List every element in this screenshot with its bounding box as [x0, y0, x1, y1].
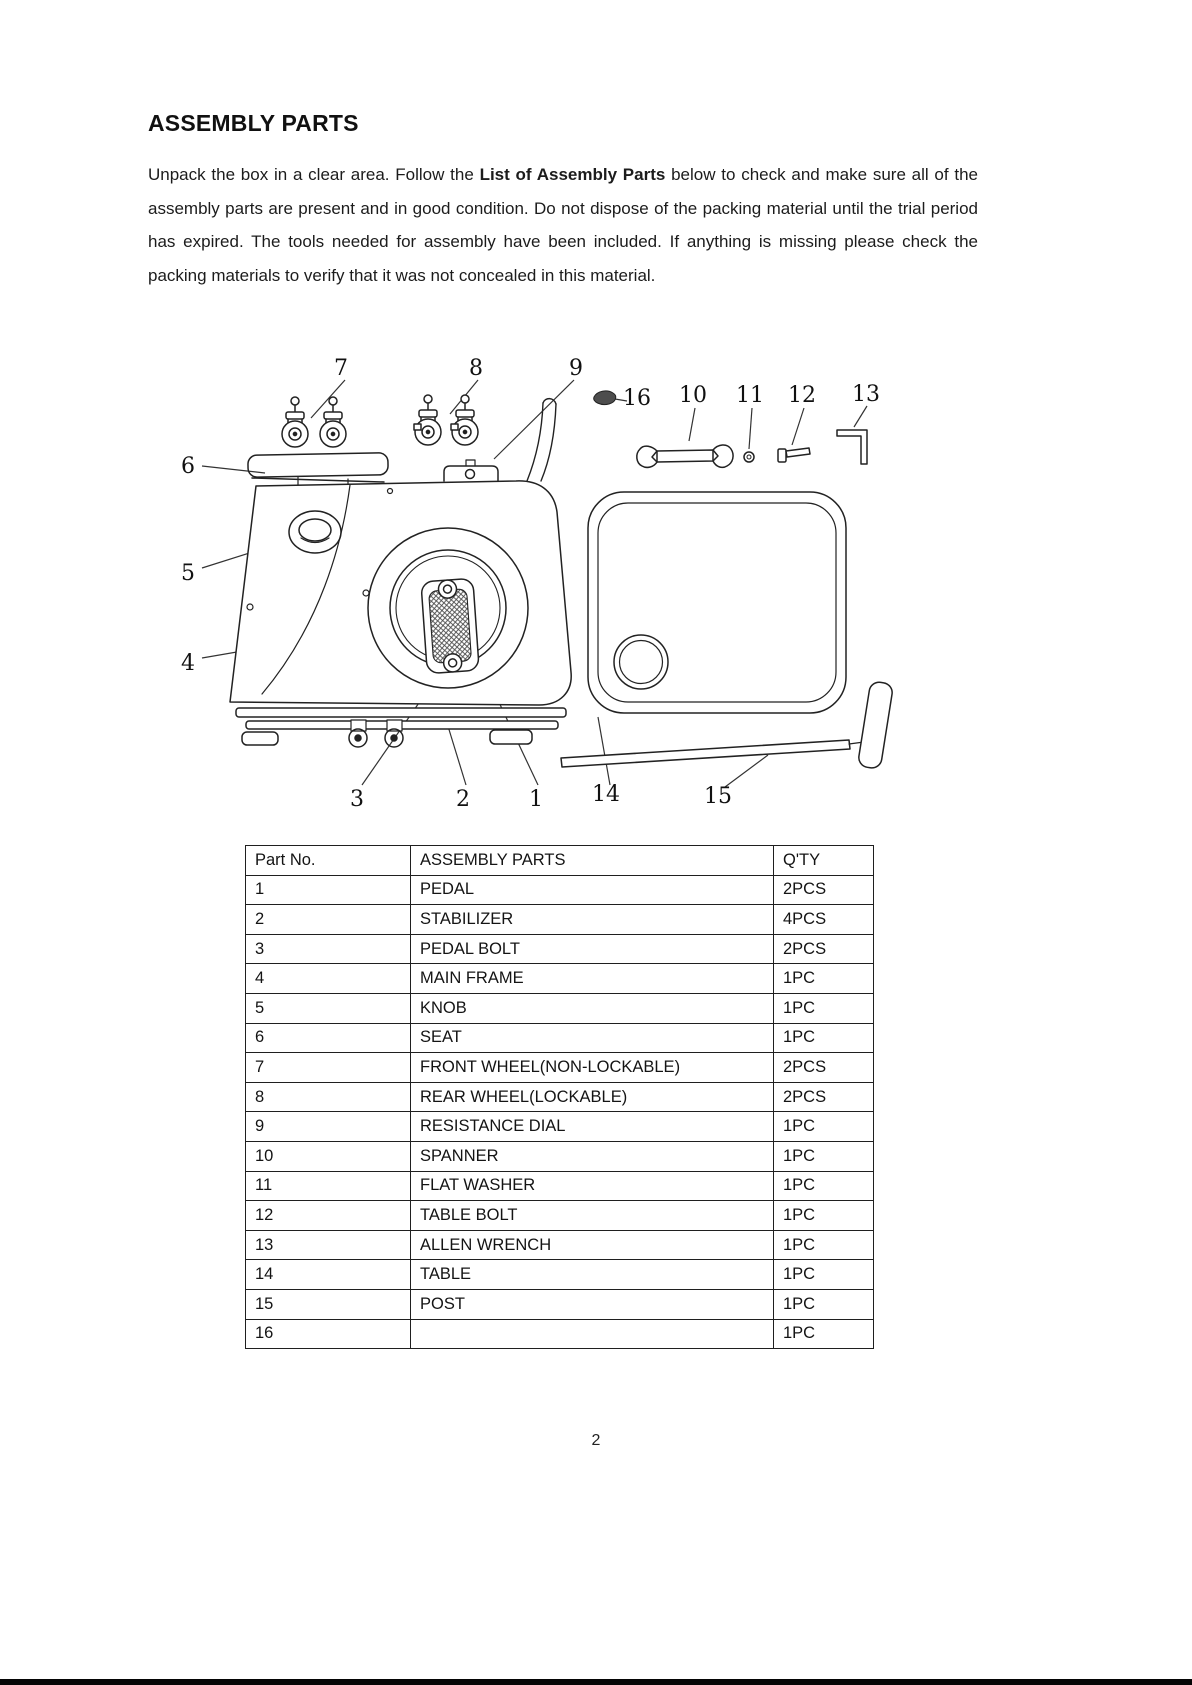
parts-table-body	[246, 875, 874, 1349]
cell-qty: 1PC	[774, 1230, 874, 1260]
cell-qty: 2PCS	[774, 875, 874, 905]
callout-9: 9	[569, 356, 583, 381]
header-part-no: Part No.	[246, 846, 411, 876]
cell-qty: 1PC	[774, 1319, 874, 1349]
table-row	[246, 1171, 874, 1201]
cell-part-name: RESISTANCE DIAL	[411, 1112, 774, 1142]
callout-3: 3	[350, 787, 364, 812]
table-row	[246, 1319, 874, 1349]
cell-part-name: TABLE BOLT	[411, 1201, 774, 1231]
flat-washer-drawing	[744, 452, 754, 462]
cell-part-no: 3	[246, 934, 411, 964]
cell-qty: 1PC	[774, 964, 874, 994]
cell-qty: 2PCS	[774, 1082, 874, 1112]
table-row	[246, 1053, 874, 1083]
cell-part-name	[411, 1319, 774, 1349]
table-row	[246, 1289, 874, 1319]
callout-14: 14	[592, 782, 620, 807]
table-row	[246, 934, 874, 964]
callout-15: 15	[704, 784, 732, 809]
callout-2: 2	[456, 787, 470, 812]
callout-1: 1	[529, 787, 543, 812]
cell-part-name: MAIN FRAME	[411, 964, 774, 994]
seat-drawing	[248, 453, 388, 485]
table-row	[246, 964, 874, 994]
main-frame-drawing	[230, 399, 571, 747]
parts-table	[245, 845, 874, 1349]
table-row	[246, 1201, 874, 1231]
spanner-drawing	[637, 445, 733, 467]
callout-13: 13	[852, 382, 880, 407]
rear-wheel-drawing	[414, 395, 478, 445]
cell-part-name: ALLEN WRENCH	[411, 1230, 774, 1260]
cell-part-name: POST	[411, 1289, 774, 1319]
table-row	[246, 993, 874, 1023]
cell-part-name: PEDAL	[411, 875, 774, 905]
allen-wrench-drawing	[837, 430, 867, 464]
cell-qty: 2PCS	[774, 1053, 874, 1083]
table-row	[246, 1141, 874, 1171]
cell-part-no: 9	[246, 1112, 411, 1142]
table-bolt-drawing	[778, 448, 810, 462]
callout-4: 4	[181, 651, 195, 676]
intro-text-2: below to check and make sure all of the assembly parts are present and in good condition. Do not dispose of the packing material until the trial period has expired. The tools needed for assembly have been included. If anything is missing please check the packing materials to verify that it was not concealed in this material.	[148, 165, 978, 285]
pedal-drawing	[421, 578, 479, 673]
cell-part-name: STABILIZER	[411, 905, 774, 935]
cell-part-no: 7	[246, 1053, 411, 1083]
page-title: ASSEMBLY PARTS	[148, 110, 359, 136]
cell-part-no: 4	[246, 964, 411, 994]
cell-part-no: 6	[246, 1023, 411, 1053]
page-number: 2	[591, 1432, 601, 1449]
cell-qty: 1PC	[774, 1201, 874, 1231]
assembly-diagram	[148, 340, 1048, 820]
cap-drawing	[594, 391, 616, 405]
table-header-row	[246, 846, 874, 876]
intro-text-bold: List of Assembly Parts	[479, 165, 666, 184]
callout-12: 12	[788, 383, 816, 408]
cell-part-name: TABLE	[411, 1260, 774, 1290]
cell-part-no: 11	[246, 1171, 411, 1201]
table-row	[246, 1082, 874, 1112]
cell-part-no: 2	[246, 905, 411, 935]
table-drawing	[588, 492, 846, 713]
intro-text-1: Unpack the box in a clear area. Follow the	[148, 165, 480, 184]
cell-part-name: FRONT WHEEL(NON-LOCKABLE)	[411, 1053, 774, 1083]
callout-8: 8	[469, 356, 483, 381]
cell-qty: 1PC	[774, 1112, 874, 1142]
cell-part-name: SEAT	[411, 1023, 774, 1053]
cell-part-no: 15	[246, 1289, 411, 1319]
cell-part-name: FLAT WASHER	[411, 1171, 774, 1201]
cell-part-name: PEDAL BOLT	[411, 934, 774, 964]
header-part-name: ASSEMBLY PARTS	[411, 846, 774, 876]
table-row	[246, 1112, 874, 1142]
callout-5: 5	[181, 561, 195, 586]
cell-part-name: REAR WHEEL(LOCKABLE)	[411, 1082, 774, 1112]
cell-part-name: KNOB	[411, 993, 774, 1023]
table-row	[246, 875, 874, 905]
callout-11: 11	[736, 383, 764, 408]
callout-7: 7	[334, 356, 348, 381]
cell-qty: 4PCS	[774, 905, 874, 935]
table-row	[246, 1023, 874, 1053]
front-wheel-drawing	[282, 397, 346, 447]
cell-qty: 2PCS	[774, 934, 874, 964]
cell-qty: 1PC	[774, 1289, 874, 1319]
callout-16: 16	[623, 386, 651, 411]
cell-part-no: 12	[246, 1201, 411, 1231]
cell-part-no: 13	[246, 1230, 411, 1260]
cell-part-name: SPANNER	[411, 1141, 774, 1171]
cell-part-no: 16	[246, 1319, 411, 1349]
resistance-dial-drawing	[444, 460, 498, 481]
header-qty: Q'TY	[774, 846, 874, 876]
callout-10: 10	[679, 383, 707, 408]
table-row	[246, 1260, 874, 1290]
cell-part-no: 8	[246, 1082, 411, 1112]
cell-qty: 1PC	[774, 993, 874, 1023]
cell-qty: 1PC	[774, 1171, 874, 1201]
callout-6: 6	[181, 454, 195, 479]
cell-part-no: 10	[246, 1141, 411, 1171]
intro-paragraph	[148, 158, 978, 292]
cell-qty: 1PC	[774, 1023, 874, 1053]
table-row	[246, 905, 874, 935]
cell-part-no: 5	[246, 993, 411, 1023]
cell-part-no: 1	[246, 875, 411, 905]
cell-qty: 1PC	[774, 1260, 874, 1290]
cell-qty: 1PC	[774, 1141, 874, 1171]
cell-part-no: 14	[246, 1260, 411, 1290]
stabilizer-drawing	[236, 708, 566, 747]
table-row	[246, 1230, 874, 1260]
page-bottom-edge	[0, 1679, 1192, 1685]
